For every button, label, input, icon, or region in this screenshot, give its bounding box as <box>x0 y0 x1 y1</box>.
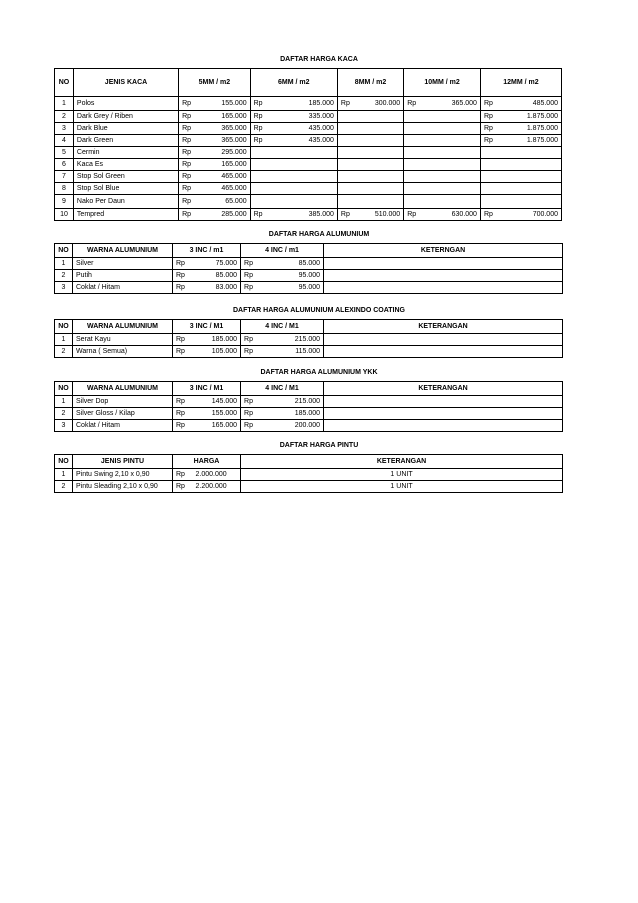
col-4inc: 4 INC / M1 <box>241 320 324 334</box>
price-p8: 510.000 <box>358 209 403 221</box>
price-p10: 630.000 <box>425 209 481 221</box>
table-row <box>55 135 562 147</box>
row-no: 8 <box>55 183 74 195</box>
ykk-title: DAFTAR HARGA ALUMUNIUM YKK <box>260 369 378 376</box>
col-no: NO <box>55 69 74 97</box>
row-no: 2 <box>55 270 73 282</box>
col-keterangan: KETERANGAN <box>241 455 563 469</box>
price-p8 <box>358 171 403 183</box>
pintu-table <box>54 454 563 493</box>
currency-label: Rp <box>173 258 193 270</box>
row-warna: Silver Dop <box>73 396 173 408</box>
price-3inc: 75.000 <box>193 258 241 270</box>
price-p5: 165.000 <box>200 159 251 171</box>
currency-label <box>404 159 425 171</box>
currency-label: Rp <box>173 408 193 420</box>
col-no: NO <box>55 320 73 334</box>
row-no: 4 <box>55 135 74 147</box>
currency-label: Rp <box>173 282 193 294</box>
currency-label: Rp <box>173 396 193 408</box>
price-p5: 465.000 <box>200 171 251 183</box>
price-4inc: 200.000 <box>261 420 324 432</box>
currency-label <box>337 183 358 195</box>
currency-label: Rp <box>173 481 193 493</box>
currency-label <box>337 159 358 171</box>
col-4inc: 4 INC / M1 <box>241 382 324 396</box>
price-p12 <box>501 159 561 171</box>
currency-label <box>404 183 425 195</box>
row-no: 1 <box>55 469 73 481</box>
price-p5: 285.000 <box>200 209 251 221</box>
col-5mm: 5MM / m2 <box>179 69 251 97</box>
currency-label <box>480 171 501 183</box>
row-no: 3 <box>55 123 74 135</box>
table-row <box>55 171 562 183</box>
currency-label: Rp <box>179 159 200 171</box>
currency-label: Rp <box>250 97 271 111</box>
currency-label: Rp <box>173 334 193 346</box>
price-4inc: 215.000 <box>261 396 324 408</box>
currency-label: Rp <box>173 469 193 481</box>
col-10mm: 10MM / m2 <box>404 69 481 97</box>
price-p6 <box>271 183 337 195</box>
price-p6 <box>271 159 337 171</box>
row-jenis-kaca: Polos <box>73 97 178 111</box>
row-warna: Silver Gloss / Kilap <box>73 408 173 420</box>
price-p6: 385.000 <box>271 209 337 221</box>
row-no: 6 <box>55 159 74 171</box>
currency-label <box>337 123 358 135</box>
price-p12 <box>501 147 561 159</box>
col-jenis-pintu: JENIS PINTU <box>73 455 173 469</box>
price-p5: 165.000 <box>200 111 251 123</box>
price-p12 <box>501 195 561 209</box>
row-keterangan <box>324 408 563 420</box>
currency-label: Rp <box>241 396 261 408</box>
currency-label: Rp <box>250 111 271 123</box>
table-row <box>55 346 563 358</box>
row-no: 1 <box>55 396 73 408</box>
row-jenis-kaca: Kaca Es <box>73 159 178 171</box>
row-jenis-kaca: Stop Sol Blue <box>73 183 178 195</box>
price-p8 <box>358 135 403 147</box>
currency-label <box>337 171 358 183</box>
price-p8 <box>358 195 403 209</box>
col-4inc: 4 INC / m1 <box>241 244 324 258</box>
price-p6: 185.000 <box>271 97 337 111</box>
row-no: 5 <box>55 147 74 159</box>
price-3inc: 83.000 <box>193 282 241 294</box>
row-keterangan <box>324 258 563 270</box>
table-row <box>55 396 563 408</box>
price-p5: 65.000 <box>200 195 251 209</box>
row-warna: Warna ( Semua) <box>73 346 173 358</box>
currency-label <box>250 195 271 209</box>
row-no: 2 <box>55 481 73 493</box>
price-p8 <box>358 111 403 123</box>
col-no: NO <box>55 244 73 258</box>
currency-label <box>250 183 271 195</box>
row-no: 1 <box>55 97 74 111</box>
price-p12: 700.000 <box>501 209 561 221</box>
kaca-table <box>54 68 562 221</box>
table-row <box>55 408 563 420</box>
price-p12: 1.875.000 <box>501 123 561 135</box>
price-p10 <box>425 183 481 195</box>
row-keterangan <box>324 346 563 358</box>
price-p12: 1.875.000 <box>501 111 561 123</box>
currency-label: Rp <box>241 420 261 432</box>
currency-label: Rp <box>179 123 200 135</box>
currency-label: Rp <box>173 420 193 432</box>
currency-label: Rp <box>480 111 501 123</box>
col-keterangan: KETERANGAN <box>324 320 563 334</box>
table-row <box>55 159 562 171</box>
currency-label <box>480 147 501 159</box>
price-harga: 2.000.000 <box>193 469 241 481</box>
currency-label: Rp <box>179 183 200 195</box>
currency-label: Rp <box>179 209 200 221</box>
price-p6 <box>271 147 337 159</box>
col-keterangan: KETERNGAN <box>324 244 563 258</box>
price-p8 <box>358 183 403 195</box>
row-keterangan <box>324 396 563 408</box>
col-no: NO <box>55 382 73 396</box>
table-row <box>55 111 562 123</box>
row-warna: Putih <box>73 270 173 282</box>
row-keterangan <box>324 282 563 294</box>
row-no: 3 <box>55 282 73 294</box>
row-keterangan <box>324 270 563 282</box>
price-p12: 485.000 <box>501 97 561 111</box>
alex-title: DAFTAR HARGA ALUMUNIUM ALEXINDO COATING <box>232 307 405 314</box>
price-4inc: 95.000 <box>261 270 324 282</box>
currency-label: Rp <box>250 123 271 135</box>
currency-label <box>480 159 501 171</box>
price-4inc: 115.000 <box>261 346 324 358</box>
alex-header-row <box>55 320 563 334</box>
currency-label: Rp <box>179 135 200 147</box>
price-3inc: 105.000 <box>193 346 241 358</box>
row-no: 1 <box>55 258 73 270</box>
col-no: NO <box>55 455 73 469</box>
row-jenis-kaca: Nako Per Daun <box>73 195 178 209</box>
currency-label: Rp <box>241 282 261 294</box>
row-jenis-kaca: Stop Sol Green <box>73 171 178 183</box>
price-p8: 300.000 <box>358 97 403 111</box>
currency-label: Rp <box>241 408 261 420</box>
price-harga: 2.200.000 <box>193 481 241 493</box>
kaca-title: DAFTAR HARGA KACA <box>280 56 358 63</box>
col-12mm: 12MM / m2 <box>480 69 561 97</box>
currency-label: Rp <box>480 123 501 135</box>
currency-label <box>480 195 501 209</box>
price-p12: 1.875.000 <box>501 135 561 147</box>
row-keterangan <box>324 334 563 346</box>
currency-label <box>404 111 425 123</box>
currency-label: Rp <box>241 270 261 282</box>
currency-label: Rp <box>241 258 261 270</box>
currency-label <box>337 147 358 159</box>
table-row <box>55 195 562 209</box>
row-warna: Silver <box>73 258 173 270</box>
price-p5: 465.000 <box>200 183 251 195</box>
currency-label: Rp <box>179 97 200 111</box>
price-p10 <box>425 159 481 171</box>
price-p6: 435.000 <box>271 135 337 147</box>
currency-label <box>404 135 425 147</box>
price-p10 <box>425 123 481 135</box>
price-4inc: 185.000 <box>261 408 324 420</box>
row-jenis-kaca: Cermin <box>73 147 178 159</box>
price-p6 <box>271 171 337 183</box>
price-p5: 365.000 <box>200 123 251 135</box>
currency-label: Rp <box>250 135 271 147</box>
price-p10 <box>425 111 481 123</box>
table-row <box>55 481 563 493</box>
price-p8 <box>358 159 403 171</box>
currency-label: Rp <box>179 171 200 183</box>
ykk-table <box>54 381 563 432</box>
table-row <box>55 420 563 432</box>
price-p10 <box>425 147 481 159</box>
table-row <box>55 270 563 282</box>
price-p12 <box>501 183 561 195</box>
currency-label: Rp <box>404 97 425 111</box>
kaca-header-row <box>55 69 562 97</box>
currency-label <box>250 171 271 183</box>
row-warna: Coklat / Hitam <box>73 282 173 294</box>
currency-label: Rp <box>480 97 501 111</box>
price-4inc: 215.000 <box>261 334 324 346</box>
col-keterangan: KETERANGAN <box>324 382 563 396</box>
price-p6: 335.000 <box>271 111 337 123</box>
row-warna: Serat Kayu <box>73 334 173 346</box>
col-jenis-kaca: JENIS KACA <box>73 69 178 97</box>
currency-label: Rp <box>179 195 200 209</box>
price-p6 <box>271 195 337 209</box>
col-3inc: 3 INC / m1 <box>173 244 241 258</box>
currency-label: Rp <box>404 209 425 221</box>
row-jenis-kaca: Dark Blue <box>73 123 178 135</box>
table-row <box>55 209 562 221</box>
col-8mm: 8MM / m2 <box>337 69 403 97</box>
price-p5: 365.000 <box>200 135 251 147</box>
ykk-header-row <box>55 382 563 396</box>
price-3inc: 165.000 <box>193 420 241 432</box>
col-3inc: 3 INC / M1 <box>173 382 241 396</box>
price-p10 <box>425 195 481 209</box>
currency-label: Rp <box>480 209 501 221</box>
table-row <box>55 147 562 159</box>
row-keterangan <box>324 420 563 432</box>
table-row <box>55 183 562 195</box>
table-row <box>55 258 563 270</box>
currency-label <box>404 147 425 159</box>
col-6mm: 6MM / m2 <box>250 69 337 97</box>
price-p8 <box>358 147 403 159</box>
currency-label: Rp <box>241 346 261 358</box>
alex-table <box>54 319 563 358</box>
row-no: 10 <box>55 209 74 221</box>
row-no: 7 <box>55 171 74 183</box>
price-3inc: 185.000 <box>193 334 241 346</box>
row-jenis-kaca: Dark Grey / Riben <box>73 111 178 123</box>
price-4inc: 85.000 <box>261 258 324 270</box>
col-3inc: 3 INC / M1 <box>173 320 241 334</box>
currency-label: Rp <box>173 346 193 358</box>
row-jenis-pintu: Pintu Swing 2,10 x 0,90 <box>73 469 173 481</box>
alum-header-row <box>55 244 563 258</box>
price-p8 <box>358 123 403 135</box>
currency-label <box>337 135 358 147</box>
currency-label: Rp <box>179 147 200 159</box>
currency-label <box>404 171 425 183</box>
table-row <box>55 123 562 135</box>
row-no: 1 <box>55 334 73 346</box>
currency-label <box>480 183 501 195</box>
price-3inc: 85.000 <box>193 270 241 282</box>
row-keterangan: 1 UNIT <box>241 469 563 481</box>
currency-label: Rp <box>241 334 261 346</box>
row-no: 2 <box>55 408 73 420</box>
alum-table <box>54 243 563 294</box>
alum-title: DAFTAR HARGA ALUMUNIUM <box>268 231 370 238</box>
row-no: 9 <box>55 195 74 209</box>
table-row <box>55 469 563 481</box>
price-p10: 365.000 <box>425 97 481 111</box>
price-p5: 295.000 <box>200 147 251 159</box>
table-row <box>55 334 563 346</box>
currency-label: Rp <box>179 111 200 123</box>
price-p10 <box>425 135 481 147</box>
row-no: 2 <box>55 346 73 358</box>
currency-label <box>337 111 358 123</box>
price-3inc: 145.000 <box>193 396 241 408</box>
currency-label <box>404 123 425 135</box>
price-4inc: 95.000 <box>261 282 324 294</box>
row-jenis-kaca: Tempred <box>73 209 178 221</box>
col-warna: WARNA ALUMUNIUM <box>73 244 173 258</box>
currency-label <box>337 195 358 209</box>
table-row <box>55 282 563 294</box>
row-keterangan: 1 UNIT <box>241 481 563 493</box>
price-p12 <box>501 171 561 183</box>
price-3inc: 155.000 <box>193 408 241 420</box>
col-warna: WARNA ALUMUNIUM <box>73 382 173 396</box>
table-row <box>55 97 562 111</box>
row-warna: Coklat / Hitam <box>73 420 173 432</box>
price-p5: 155.000 <box>200 97 251 111</box>
currency-label <box>404 195 425 209</box>
currency-label: Rp <box>337 97 358 111</box>
row-jenis-kaca: Dark Green <box>73 135 178 147</box>
price-p6: 435.000 <box>271 123 337 135</box>
price-p10 <box>425 171 481 183</box>
col-warna: WARNA ALUMUNIUM <box>73 320 173 334</box>
currency-label: Rp <box>250 209 271 221</box>
currency-label: Rp <box>337 209 358 221</box>
col-harga: HARGA <box>173 455 241 469</box>
currency-label <box>250 159 271 171</box>
row-jenis-pintu: Pintu Sleading 2,10 x 0,90 <box>73 481 173 493</box>
currency-label: Rp <box>480 135 501 147</box>
row-no: 2 <box>55 111 74 123</box>
currency-label <box>250 147 271 159</box>
pintu-title: DAFTAR HARGA PINTU <box>279 442 359 449</box>
pintu-header-row <box>55 455 563 469</box>
currency-label: Rp <box>173 270 193 282</box>
row-no: 3 <box>55 420 73 432</box>
